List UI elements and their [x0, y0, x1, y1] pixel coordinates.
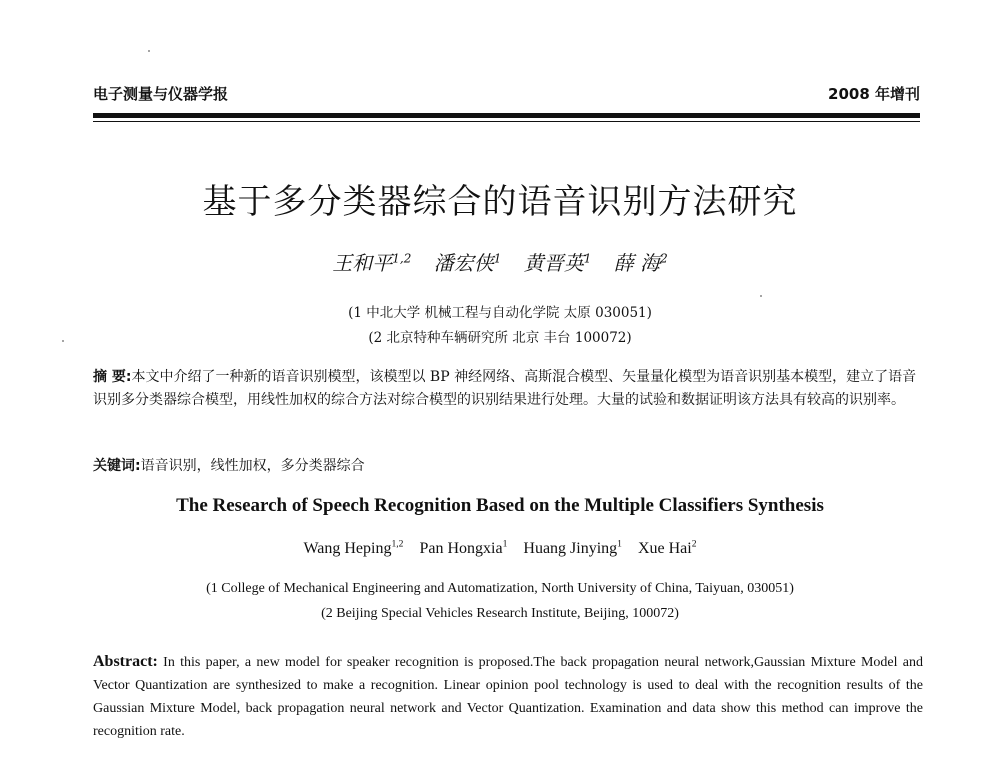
header-rule-thin	[93, 121, 920, 122]
author-name: Huang Jinying	[523, 540, 618, 558]
author-en-2	[419, 540, 507, 557]
header-rule-thick	[93, 113, 920, 118]
keywords-cn-text: 语音识别，线性加权，多分类器综合	[140, 458, 365, 474]
author-cn-3	[524, 251, 592, 275]
author-en-1	[303, 540, 403, 557]
author-sup: 1,2	[392, 251, 412, 266]
author-cn-1	[332, 251, 411, 275]
scan-speck	[760, 295, 762, 297]
author-sup: 1	[493, 251, 502, 266]
authors-english	[0, 539, 1000, 558]
scan-speck	[62, 340, 64, 342]
keywords-chinese	[93, 455, 365, 475]
abstract-cn-label: 摘 要:	[93, 369, 132, 385]
author-name: Pan Hongxia	[419, 540, 503, 558]
abstract-chinese	[93, 366, 918, 412]
abstract-english	[93, 650, 923, 743]
author-en-4	[638, 540, 697, 557]
author-en-3	[523, 540, 622, 557]
affiliation-en-1: (1 College of Mechanical Engineering and Automatization, North University of China, Taiyuan, 030051)	[206, 581, 794, 596]
author-name: 潘宏侠	[433, 251, 494, 275]
author-sup: 1	[583, 251, 592, 266]
author-name: Xue Hai	[637, 540, 692, 558]
affiliation-en-2: (2 Beijing Special Vehicles Research Institute, Beijing, 100072)	[321, 606, 679, 621]
scan-speck	[148, 50, 150, 52]
affiliation-cn-2: (2 北京特种车辆研究所 北京 丰台 100072)	[368, 330, 632, 346]
author-sup: 1,2	[391, 539, 404, 550]
abstract-en-text: In this paper, a new model for speaker recognition is proposed.The back propagation neural network,Gaussian Mixture Model and Vector Quantization are synthesized to make a recognition. Linear opinion pool technology is used to deal with the recognition results of the Gaussian Mixture Model, back propagation neural network and Vector Quantization. Examination and data show this method can improve the recognition rate.	[93, 655, 923, 739]
author-name: 黄晋英	[523, 251, 584, 275]
title-chinese: 基于多分类器综合的语音识别方法研究	[202, 182, 798, 222]
abstract-cn-text: 本文中介绍了一种新的语音识别模型，该模型以 BP 神经网络、高斯混合模型、矢量量化模型为语音识别基本模型，建立了语音识别多分类器综合模型，用线性加权的综合方法对综合模型的识别结果进行处理。大量的试验和数据证明该方法具有较高的识别率。	[93, 369, 917, 408]
author-sup: 2	[660, 251, 668, 266]
abstract-en-label: Abstract:	[93, 653, 158, 670]
title-english: The Research of Speech Recognition Based on the Multiple Classifiers Synthesis	[176, 495, 824, 516]
authors-chinese	[0, 247, 1000, 276]
author-sup: 1	[617, 539, 622, 550]
keywords-cn-label: 关键词:	[93, 458, 141, 474]
author-cn-4	[614, 251, 668, 275]
journal-name: 电子测量与仪器学报	[93, 85, 229, 103]
author-cn-2	[434, 251, 502, 275]
affiliation-cn-1: (1 中北大学 机械工程与自动化学院 太原 030051)	[348, 305, 652, 321]
issue-label: 2008 年增刊	[828, 85, 920, 103]
author-name: 薛 海	[613, 251, 661, 275]
author-name: 王和平	[332, 251, 393, 275]
author-sup: 2	[691, 539, 697, 550]
author-sup: 1	[502, 539, 508, 550]
author-name: Wang Heping	[303, 540, 392, 558]
